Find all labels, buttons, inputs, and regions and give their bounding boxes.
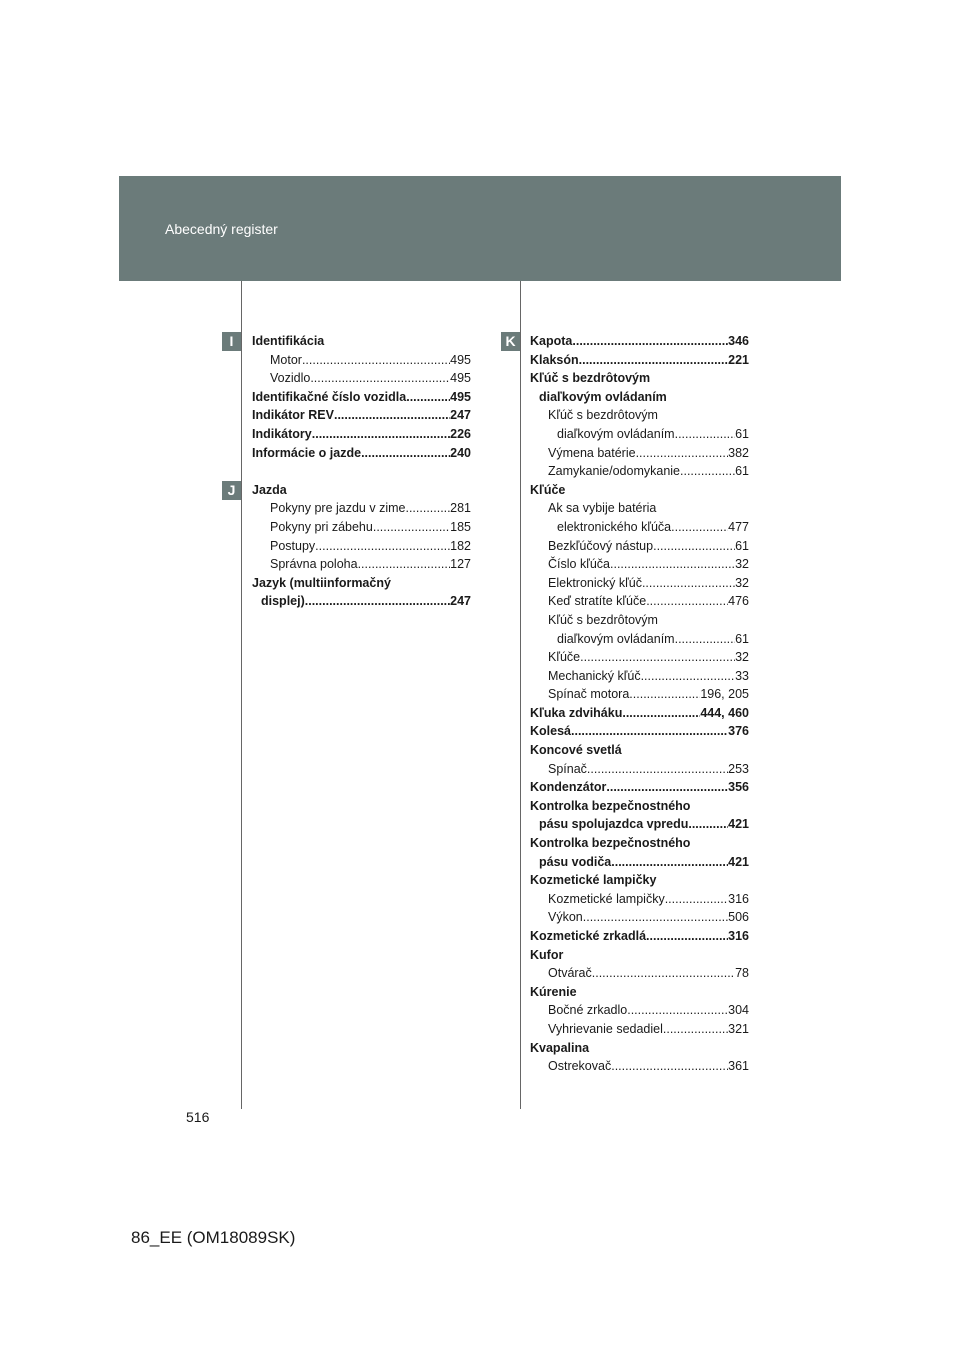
index-entry [530,425,749,444]
dot-leader [641,667,736,686]
entry-text: Elektronický kľúč [548,575,642,590]
dot-leader [675,425,736,444]
index-entry [252,481,471,500]
index-entry [530,667,749,686]
index-entry [252,537,471,556]
entry-text: Keď stratíte kľúče [548,594,647,609]
letter-marker-i: I [222,332,241,351]
entry-text: Postupy [270,538,316,553]
dot-leader [587,760,728,779]
entry-text: Kolesá [530,724,571,739]
entry-text: Jazyk (multiinformačný [252,575,391,590]
dot-leader [629,685,700,704]
entry-text: Spínač [548,761,587,776]
entry-page: 421 [728,854,749,869]
entry-text: Vyhrievanie sedadiel [548,1021,663,1036]
index-entry [530,685,749,704]
dot-leader [680,462,735,481]
index-entry [530,499,749,518]
index-entry [530,481,749,500]
entry-text: Kľúč s bezdrôtovým [548,408,658,423]
entry-page: 376 [728,724,749,739]
entry-text: diaľkovým ovládaním [557,426,675,441]
index-entry [530,611,749,630]
entry-page: 476 [728,594,749,609]
index-entry [252,555,471,574]
entry-page: 316 [728,891,749,906]
index-entry [530,574,749,593]
section-gap [252,462,471,481]
dot-leader [688,815,728,834]
document-code: 86_EE (OM18089SK) [131,1228,296,1247]
entry-page: 321 [728,1021,749,1036]
dot-leader [571,722,728,741]
entry-page: 421 [728,817,749,832]
index-entry [530,797,749,816]
dot-leader [611,853,728,872]
index-entry [530,1001,749,1020]
index-entry [530,853,749,872]
entry-text: Vozidlo [270,371,311,386]
index-entry [530,630,749,649]
entry-text: Kľúče [548,650,581,665]
entry-page: 382 [728,445,749,460]
index-entry [252,499,471,518]
dot-leader [579,351,729,370]
page-number: 516 [186,1109,210,1125]
entry-text: Informácie o jazde [252,445,362,460]
index-entry [530,369,749,388]
dot-leader [636,444,729,463]
dot-leader [302,351,450,370]
index-entry [252,444,471,463]
entry-page: 356 [728,780,749,795]
entry-text: Klaksón [530,352,579,367]
dot-leader [671,518,728,537]
entry-page: 127 [450,557,471,572]
entry-page: 361 [728,1059,749,1074]
entry-page: 316 [728,929,749,943]
entry-page: 253 [728,761,749,776]
entry-text: Správna poloha [270,557,358,572]
header-band [119,176,841,281]
entry-text: pásu spolujazdca vpredu [539,817,689,832]
index-entry [252,388,471,407]
index-entry [252,518,471,537]
entry-text: Bočné zrkadlo [548,1003,628,1018]
entry-text: Koncové svetlá [530,743,622,758]
entry-text: Kontrolka bezpečnostného [530,798,691,813]
entry-text: Motor [270,352,302,367]
dot-leader [373,518,450,537]
entry-text: Bezkľúčový nástup [548,538,654,553]
entry-page: 221 [728,352,749,367]
index-entry [530,648,749,667]
dot-leader [646,592,728,611]
index-entry [530,778,749,797]
index-entry [530,332,749,351]
entry-page: 240 [450,445,471,460]
dot-leader [312,425,450,444]
index-entry [252,425,471,444]
entry-text: diaľkovým ovládaním [539,389,667,404]
entry-text: Kľuka zdviháku [530,705,623,720]
entry-text: Kapota [530,334,573,348]
index-entry [530,704,749,723]
index-entry [530,815,749,834]
index-entry [530,871,749,890]
entry-page: 32 [735,557,749,572]
entry-page: 61 [735,464,749,479]
entry-page: 247 [450,408,471,423]
dot-leader [361,444,450,463]
entry-text: Kondenzátor [530,780,607,795]
dot-leader [663,1020,728,1039]
index-entry [530,946,749,965]
entry-text: Pokyny pre jazdu v zime [270,501,406,516]
entry-page: 78 [735,966,749,981]
entry-text: Výkon [548,910,583,925]
index-entry [530,722,749,741]
entry-page: 61 [735,631,749,646]
entry-text: Identifikácia [252,334,325,348]
index-entry [530,388,749,407]
entry-text: Kozmetické lampičky [548,891,665,906]
dot-leader [305,592,450,611]
entry-text: Kozmetické zrkadlá [530,929,647,943]
index-entry [252,332,471,351]
entry-text: Kúrenie [530,984,577,999]
index-entry [530,964,749,983]
entry-text: Identifikačné číslo vozidla [252,389,407,404]
entry-text: pásu vodiča [539,854,612,869]
entry-text: Ostrekovač [548,1059,612,1074]
index-entry [530,444,749,463]
section-title: Abecedný register [165,221,278,237]
index-entry [530,351,749,370]
entry-text: Indikátory [252,426,312,441]
index-column-left [252,332,471,611]
index-entry [530,1057,749,1076]
dot-leader [611,1057,728,1076]
entry-text: Kľúče [530,482,566,497]
index-entry [252,574,471,593]
index-entry [530,983,749,1002]
entry-page: 61 [735,538,749,553]
dot-leader [665,890,728,909]
dot-leader [405,499,450,518]
dot-leader [606,778,728,797]
right-column-divider [520,281,521,1109]
entry-text: Číslo kľúča [548,557,610,572]
dot-leader [572,332,728,351]
dot-leader [627,1001,728,1020]
entry-page: 495 [450,389,471,404]
letter-marker-k: K [501,332,520,351]
entry-page: 304 [728,1003,749,1018]
entry-page: 226 [450,426,471,441]
left-column-divider [241,281,242,1109]
entry-text: Kontrolka bezpečnostného [530,836,691,851]
entry-page: 33 [735,668,749,683]
index-entry [530,890,749,909]
entry-text: Kľúč s bezdrôtovým [530,371,651,386]
entry-page: 247 [450,594,471,609]
entry-text: Výmena batérie [548,445,636,460]
dot-leader [653,537,735,556]
entry-text: Indikátor REV [252,408,334,423]
entry-page: 182 [450,538,471,553]
entry-page: 32 [735,650,749,665]
entry-text: Spínač motora [548,687,630,702]
index-entry [530,592,749,611]
entry-page: 506 [728,910,749,925]
entry-text: Otvárač [548,966,592,981]
dot-leader [622,704,700,723]
entry-page: 61 [735,426,749,441]
entry-text: Ak sa vybije batéria [548,501,657,516]
dot-leader [406,388,450,407]
entry-text: Jazda [252,482,287,497]
index-entry [530,1020,749,1039]
entry-page: 185 [450,519,471,534]
index-entry [530,834,749,853]
dot-leader [592,964,735,983]
index-entry [252,592,471,611]
entry-text: Kvapalina [530,1040,590,1055]
entry-page: 281 [450,501,471,516]
letter-marker-j: J [222,481,241,500]
entry-text: elektronického kľúča [557,519,672,534]
index-entry [530,462,749,481]
index-entry [530,518,749,537]
entry-page: 477 [728,519,749,534]
entry-page: 444, 460 [700,705,749,720]
index-entry [530,537,749,556]
entry-text: Zamykanie/odomykanie [548,464,681,479]
dot-leader [675,630,736,649]
index-column-right [530,332,749,1076]
entry-text: Kozmetické lampičky [530,873,657,888]
entry-page: 32 [735,575,749,590]
dot-leader [315,537,450,556]
entry-text: Kufor [530,947,564,962]
dot-leader [358,555,451,574]
index-entry [530,555,749,574]
index-entry [530,741,749,760]
index-entry [530,927,749,946]
entry-text: displej) [261,594,305,609]
index-entry [530,1039,749,1058]
dot-leader [310,369,450,388]
entry-text: Mechanický kľúč [548,668,641,683]
index-entry [530,760,749,779]
dot-leader [334,406,450,425]
index-entry [252,369,471,388]
entry-text: Pokyny pri zábehu [270,519,373,534]
entry-page: 495 [450,371,471,386]
index-entry [252,406,471,425]
index-entry [252,351,471,370]
entry-page: 346 [728,334,749,348]
dot-leader [642,574,735,593]
entry-text: Kľúč s bezdrôtovým [548,612,658,627]
entry-page: 196, 205 [700,687,749,702]
index-entry [530,908,749,927]
entry-page: 495 [450,352,471,367]
index-entry [530,406,749,425]
dot-leader [646,927,728,946]
entry-text: diaľkovým ovládaním [557,631,675,646]
dot-leader [610,555,735,574]
dot-leader [583,908,728,927]
dot-leader [580,648,735,667]
